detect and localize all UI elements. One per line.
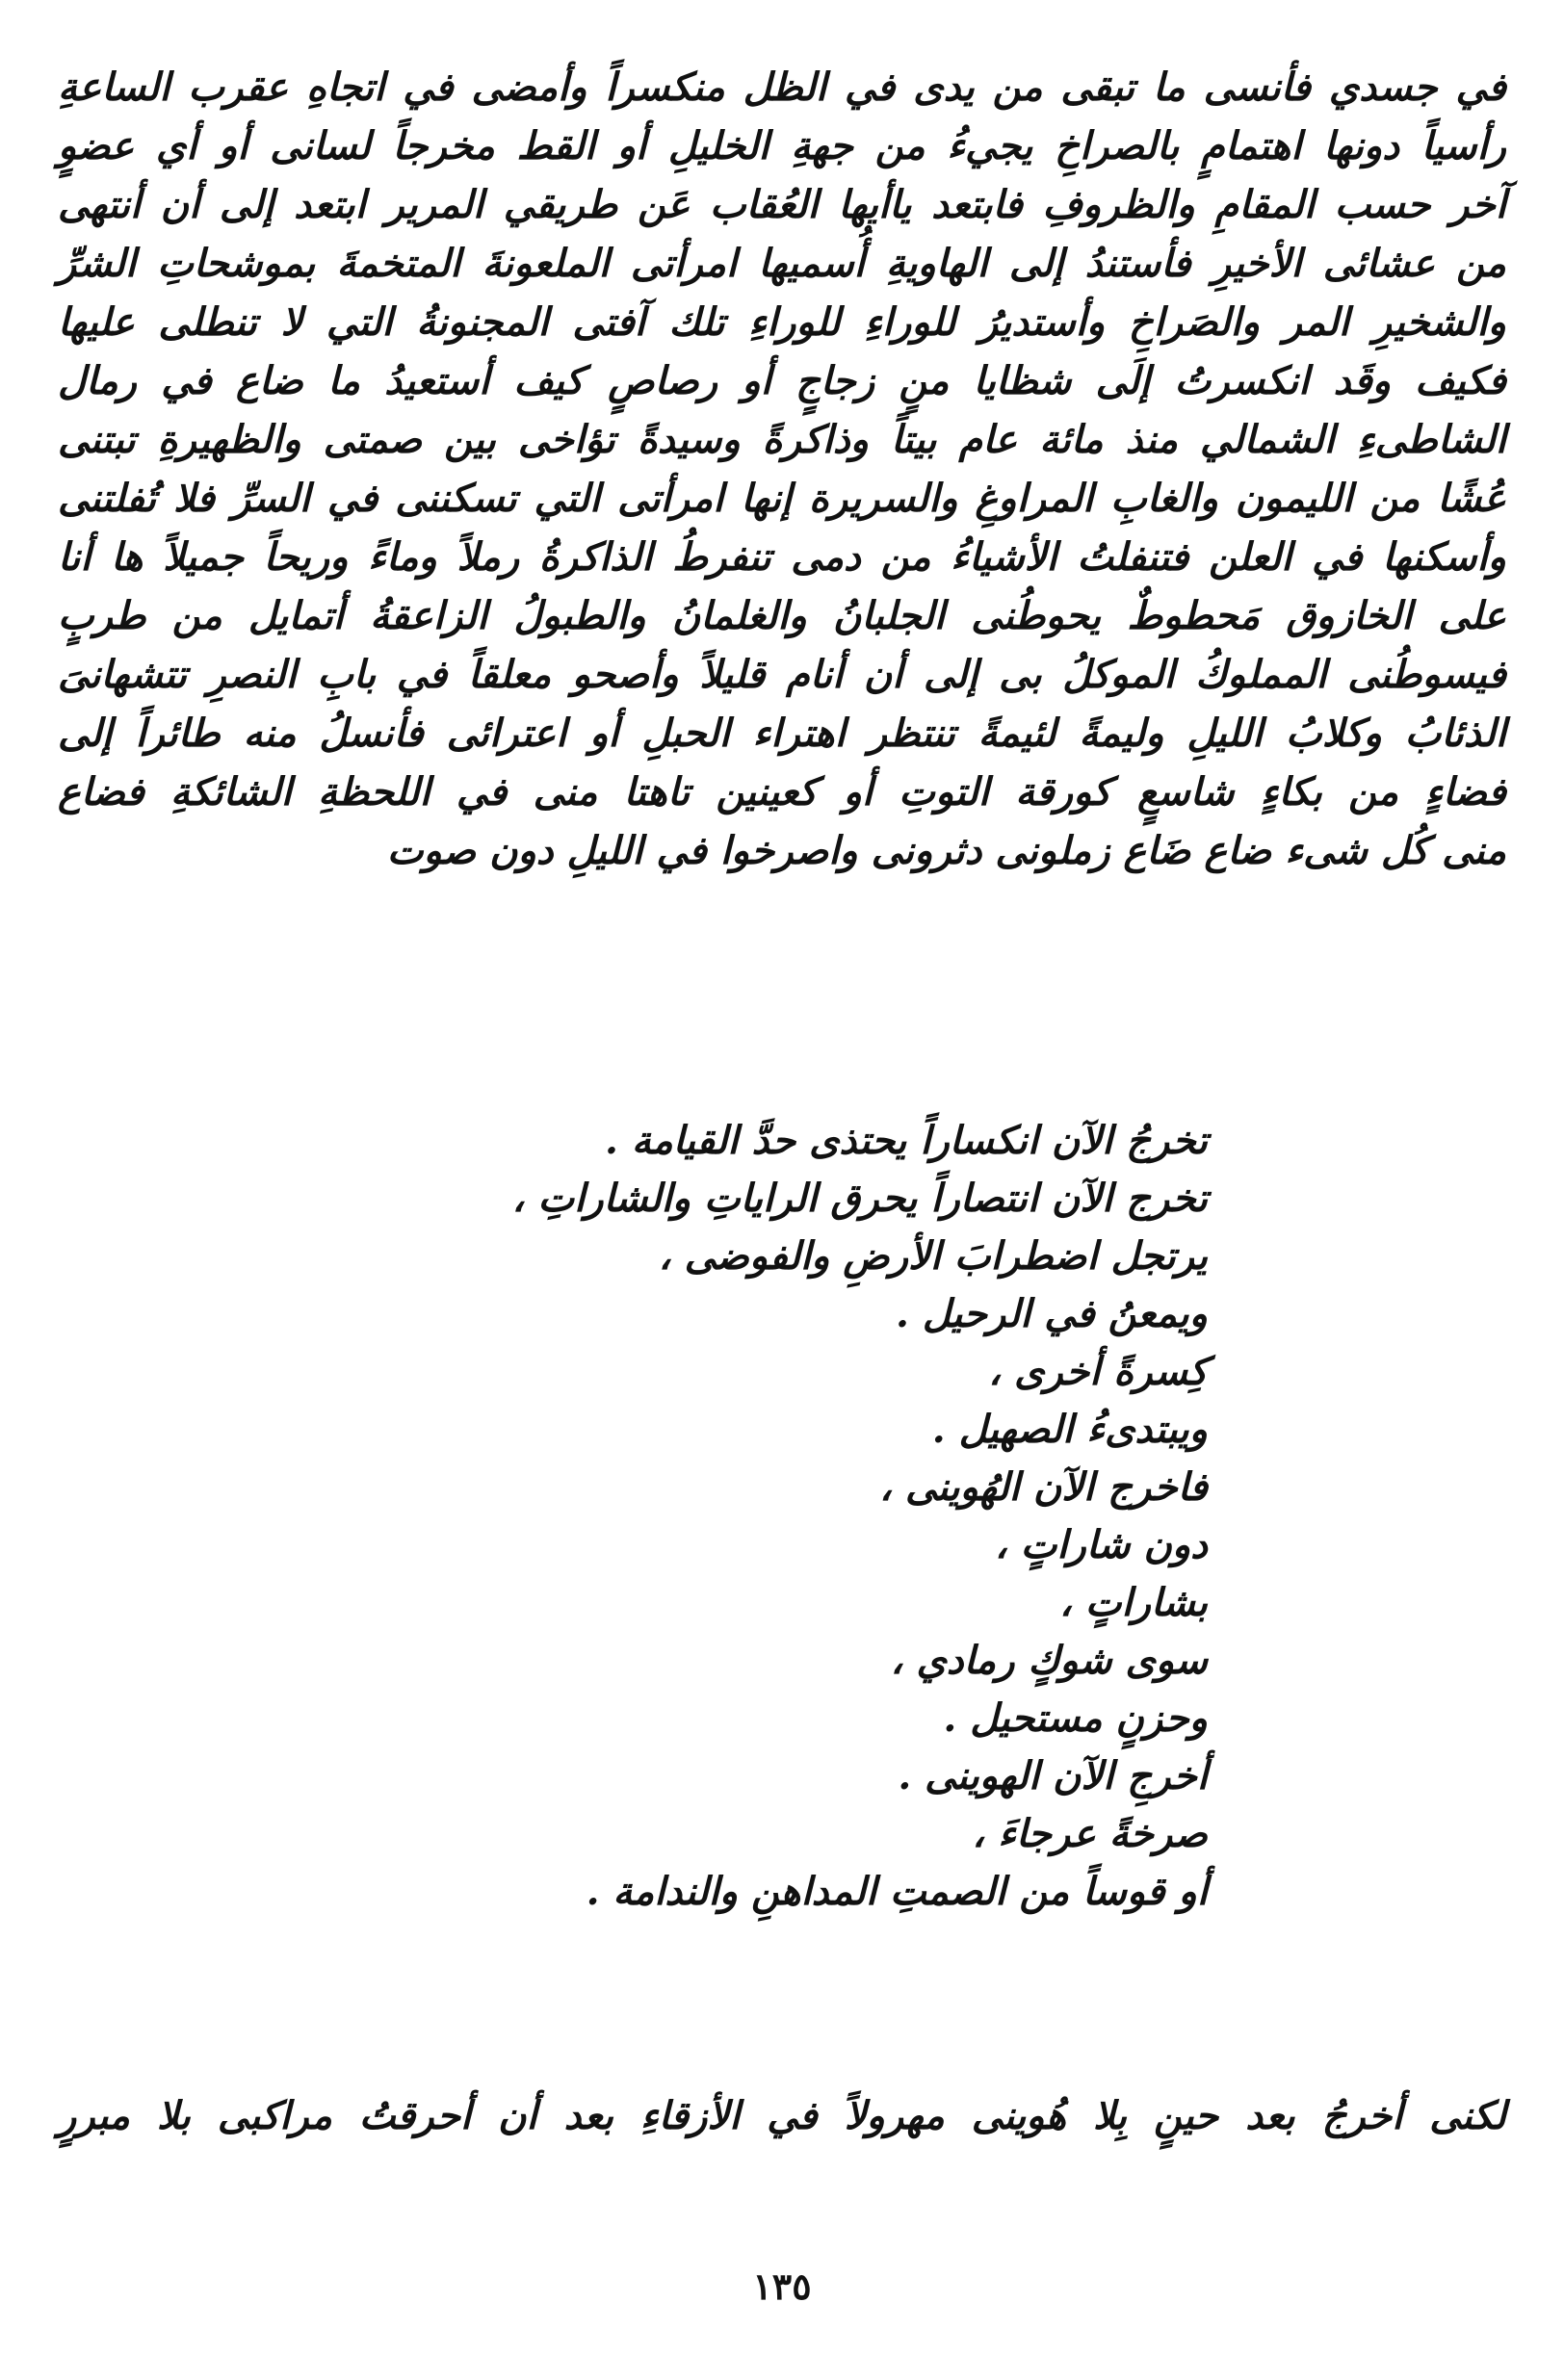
- prose-line: فيسوطُنى المملوكُ الموكلُ بى إلى أن أنام قليلاً وأصحو معلقاً في بابِ النصرِ تتشهانىَ: [58, 652, 1506, 697]
- closing-line: لكنى أخرجُ بعد حينٍ بِلا هُوينى مهرولاً في الأزقاءِ بعد أن أحرقتُ مراكبى بلا مبررٍ: [58, 2093, 1506, 2138]
- prose-line: من عشائى الأخيرِ فأستندُ إلى الهاويةِ أُسميها امرأتى الملعونةَ المتخمةَ بموشحاتِ الشرِّ: [58, 241, 1506, 286]
- poem-line: صرخةً عرجاءَ ،: [972, 1811, 1208, 1856]
- poem-line: وحزنٍ مستحيل .: [943, 1695, 1208, 1741]
- prose-line: عُشًا من الليمون والغابِ المراوغِ والسريرة إنها امرأتى التي تسكننى في السرِّ فلا تُفلتنى: [58, 476, 1506, 521]
- poem-line: فاخرج الآن الهُوينى ،: [879, 1464, 1208, 1510]
- poem-line: ويبتدىءُ الصهيل .: [931, 1407, 1208, 1452]
- poem-line: بشاراتٍ ،: [1059, 1580, 1208, 1625]
- poem-line: سوى شوكٍ رمادي ،: [890, 1638, 1208, 1683]
- prose-line: منى كُل شىء ضاع ضَاع زملونى دثرونى واصرخوا في الليلِ دون صوت: [386, 828, 1506, 873]
- prose-line: فكيف وقَد انكسرتُ إلَى شظايا منٍ زجاجٍ أو رصاصٍ كيف أستعيدُ ما ضاع في رمال: [58, 358, 1506, 403]
- poem-line: دون شاراتٍ ،: [994, 1522, 1208, 1567]
- poem-line: يرتجل اضطرابَ الأرضِ والفوضى ،: [658, 1233, 1208, 1279]
- poem-line: تخرجُ الآن انكساراً يحتذى حدَّ القيامة .: [605, 1118, 1208, 1163]
- prose-line: وأسكنها في العلن فتنفلتُ الأشياءُ من دمى تنفرطُ الذاكرةُ رملاً وماءً وريحاً جميلاً ها أنا: [58, 534, 1506, 580]
- poem-stanza: [341, 1112, 1208, 1921]
- poem-line: أو قوساً من الصمتِ المداهنِ والندامة .: [586, 1869, 1208, 1914]
- poem-line: أخرجِ الآن الهوينى .: [898, 1753, 1208, 1798]
- poem-line: كِسرةً أخرى ،: [988, 1349, 1208, 1394]
- prose-line: والشخيرِ المر والصَراخِ وأستديرُ للوراءِ للوراءِ تلك آفتى المجنونةُ التي لا تنطلى عليها: [58, 299, 1506, 345]
- page-number: ١٣٥: [752, 2264, 812, 2308]
- poem-line: تخرج الآن انتصاراً يحرق الراياتِ والشاراتِ ،: [511, 1176, 1208, 1221]
- prose-line: في جسدي فأنسى ما تبقى من يدى في الظل منكسراً وأمضى في اتجاهِ عقرب الساعةِ: [58, 65, 1506, 110]
- prose-paragraph: [58, 58, 1506, 880]
- prose-line: آخر حسب المقامِ والظروفِ فابتعد ياأيها العُقاب عَن طريقي المرير ابتعد إلى أن أنتهى: [58, 182, 1506, 227]
- prose-line: على الخازوق مَحطوطٌ يحوطُنى الجلبانُ والغلمانُ والطبولُ الزاعقةُ أتمايل من طربٍ: [58, 593, 1507, 638]
- poem-line: ويمعنُ في الرحيل .: [896, 1291, 1208, 1336]
- prose-line: الذئابُ وكلابُ الليلِ وليمةً لئيمةً تنتظر اهتراء الحبلِ أو اعترائى فأنسلُ منه طائراً إلى: [58, 711, 1506, 756]
- prose-line: الشاطىءِ الشمالي منذ مائة عام بيتاً وذاكرةً وسيدةً تؤاخى بين صمتى والظهيرةِ تبتنى: [58, 417, 1506, 462]
- book-page: [58, 58, 1506, 2322]
- prose-line: رأسياً دونها اهتمامٍ بالصراخِ يجيءُ من جهةِ الخليلِ أو القط مخرجاً لسانى أو أي عضوٍ: [58, 123, 1506, 168]
- prose-line: فضاءٍ من بكاءٍ شاسعٍ كورقة التوتِ أو كعينين تاهتا منى في اللحظةِ الشائكةِ فضاع: [58, 769, 1506, 815]
